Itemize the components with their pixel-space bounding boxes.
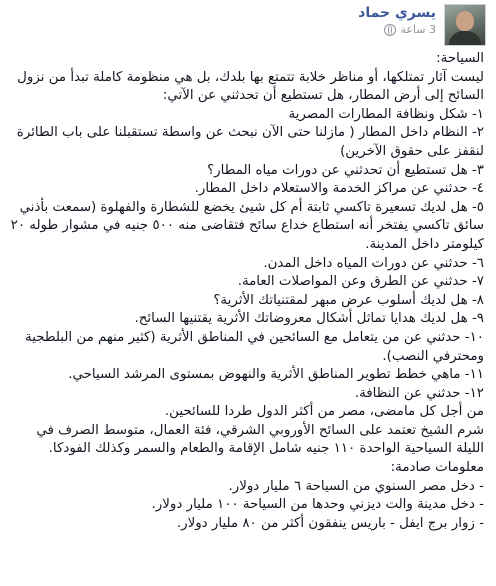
post-text-line: ٦- حدثني عن دورات المياه داخل المدن.	[263, 255, 484, 271]
avatar-shoulders-shape	[449, 31, 481, 46]
post-text-line: ٢- النظام داخل المطار ( مازلنا حتى الآن نبحث عن واسطة تستقبلنا على باب الطائرة لنقفز على حقوق الآخرين)	[16, 125, 484, 159]
avatar-head-shape	[456, 11, 474, 31]
post-time-row	[358, 22, 436, 38]
post-meta	[358, 4, 436, 38]
post-text-line: ٥- هل لديك تسعيرة تاكسي ثابتة أم كل شيئ يخضع للشطارة والفهلوة (سمعت بأذني سائق تاكسي يفتخر أنه استطاع خداع سائح فتقاضى منه ٥٠٠ جنيه في مشوار طوله ٢٠ كيلومتر داخل المدينة.	[10, 199, 484, 252]
post-text-line: ١٢- حدثني عن النظافة.	[354, 385, 484, 401]
post-text-line: ٨- هل لديك أسلوب عرض مبهر لمقتنياتك الأثرية؟	[213, 292, 484, 308]
post-text-line: ليست آثار تمتلكها، أو مناظر خلابة تتمتع بها بلدك، بل هي منظومة كاملة تبدأ من نزول السائح إلى أرض المطار، هل تستطيع أن تحدثني عن الآتي:	[17, 69, 484, 104]
post-text-line: ٤- حدثني عن مراكز الخدمة والاستعلام داخل المطار.	[194, 181, 484, 197]
post-text-line: السياحة:	[436, 51, 484, 66]
post-text-line: ١٠- حدثني عن من يتعامل مع السائحين في المناطق الأثرية (كثير منهم من البلطجية ومحترفي النصب).	[25, 329, 484, 364]
post-text-line: شرم الشيخ تعتمد على السائح الأوروبي الشرقي، فئة العمال، متوسط الصرف في الليلة السياحية الواحدة ١١٠ جنيه شامل الإقامة والطعام والسمر وكذلك الفودكا.	[36, 422, 484, 457]
post-text-line: ١- شكل ونظافة المطارات المصرية	[288, 106, 484, 122]
post-text-line: ٣- هل تستطيع أن تحدثني عن دورات مياه المطار؟	[207, 162, 484, 178]
author-avatar[interactable]	[444, 4, 486, 46]
author-name[interactable]: يسري حماد	[358, 5, 436, 21]
post-timestamp[interactable]: 3 ساعة	[400, 23, 436, 36]
post-text	[6, 50, 484, 533]
post-text-line: معلومات صادمة:	[390, 460, 484, 476]
post-text-line: ١١- ماهي خطط تطوير المناطق الأثرية والنهوض بمستوى المرشد السياحي.	[68, 367, 484, 383]
post-text-line: ٧- حدثني عن الطرق وعن المواصلات العامة.	[237, 274, 484, 290]
post-text-line: ٩- هل لديك هدايا تماثل أشكال معروضاتك الأثرية يقتنيها السائح.	[134, 311, 484, 327]
post-text-line: - زوار برج ايفل - باريس ينفقون أكثر من ٨٠ مليار دولار.	[176, 515, 484, 531]
post-text-line: - دخل مدينة والت ديزني وحدها من السياحة ١٠٠ مليار دولار.	[151, 497, 484, 513]
post-text-line: من أجل كل مامضى، مصر من أكثر الدول طردا للسائحين.	[164, 404, 484, 420]
post-header	[358, 4, 486, 44]
globe-icon[interactable]	[384, 24, 396, 36]
post-text-line: - دخل مصر السنوي من السياحة ٦ مليار دولار.	[228, 478, 484, 494]
